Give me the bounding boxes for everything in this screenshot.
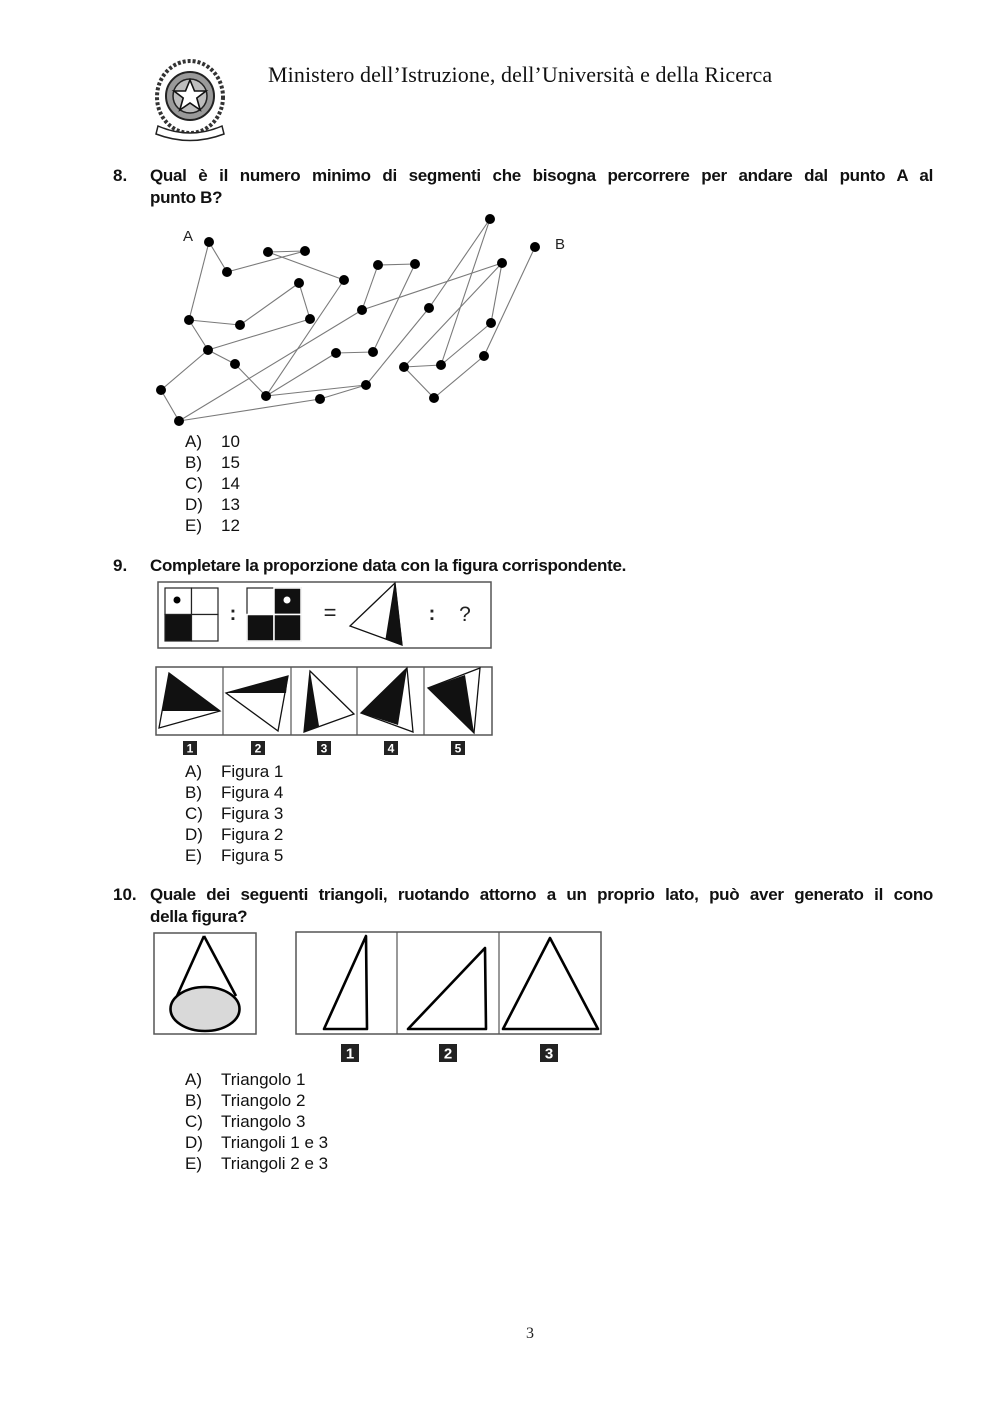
option-text: 13: [221, 495, 240, 514]
option-text: Triangolo 2: [221, 1091, 306, 1110]
option-letter: C): [185, 474, 203, 493]
graph-node: [361, 380, 371, 390]
graph-edge: [362, 265, 378, 310]
graph-node: [357, 305, 367, 315]
answer-option-b[interactable]: [185, 452, 240, 473]
graph-edge: [268, 251, 305, 252]
choice-number-badges: [341, 1044, 558, 1063]
graph-node: [485, 214, 495, 224]
answer-option-e[interactable]: [185, 1153, 328, 1174]
option-text: Figura 3: [221, 804, 284, 823]
grid-cell-filled: [247, 615, 274, 642]
graph-node: [156, 385, 166, 395]
question-10-options: [185, 1069, 328, 1174]
option-text: 12: [221, 516, 240, 535]
graph-edge: [404, 365, 441, 367]
option-text: 14: [221, 474, 240, 493]
number-badge-label: 1: [186, 741, 194, 756]
question-9-number: 9.: [113, 556, 128, 575]
graph-node: [399, 362, 409, 372]
answer-option-b[interactable]: [185, 782, 283, 803]
answer-option-d[interactable]: [185, 824, 283, 845]
number-badge-label: 3: [320, 741, 328, 756]
question-text-line: Quale dei seguenti triangoli, ruotando attorno a un proprio lato, può aver generato il cono: [150, 885, 933, 904]
graph-edge: [161, 390, 179, 421]
choice-number-badges: [183, 741, 465, 756]
number-badge-label: 2: [443, 1045, 453, 1063]
question-8-options: [185, 431, 240, 536]
grid-cell: [192, 588, 219, 615]
q9-proportion-box: [158, 582, 491, 648]
number-badge-label: 1: [345, 1045, 355, 1063]
graph-edge: [268, 252, 344, 280]
graph-edge: [336, 352, 373, 353]
option-letter: E): [185, 846, 202, 865]
graph-node: [235, 320, 245, 330]
graph-edge: [179, 310, 362, 421]
option-text: Figura 1: [221, 762, 284, 781]
answer-option-a[interactable]: [185, 431, 240, 452]
answer-option-d[interactable]: [185, 494, 240, 515]
graph-node: [305, 314, 315, 324]
question-10-text: [150, 884, 933, 928]
option-letter: A): [185, 1070, 202, 1089]
answer-option-e[interactable]: [185, 515, 240, 536]
number-badge-label: 4: [387, 741, 395, 756]
graph-edge: [429, 219, 490, 308]
question-9-text: [150, 555, 933, 577]
option-letter: B): [185, 1091, 202, 1110]
graph-node: [174, 416, 184, 426]
option-letter: C): [185, 804, 203, 823]
graph-node: [184, 315, 194, 325]
option-letter: D): [185, 1133, 203, 1152]
graph-edge: [299, 283, 310, 319]
graph-node: [486, 318, 496, 328]
option-letter: E): [185, 516, 202, 535]
graph-node: [497, 258, 507, 268]
graph-node: [429, 393, 439, 403]
option-text: Triangolo 1: [221, 1070, 306, 1089]
graph-node: [222, 267, 232, 277]
option-text: 10: [221, 432, 240, 451]
graph-edge: [189, 242, 209, 320]
graph-node: [479, 351, 489, 361]
graph-edge: [441, 219, 490, 365]
number-badge-label: 2: [254, 741, 262, 756]
question-8-text: [150, 165, 933, 209]
graph-node: [315, 394, 325, 404]
number-badge-label: 5: [454, 741, 462, 756]
q8-graph-nodes: [156, 214, 540, 426]
emblem-ribbon: [156, 126, 224, 141]
question-9-options: [185, 761, 283, 866]
grid-figure-1: [165, 588, 218, 641]
graph-edge: [373, 264, 415, 352]
graph-edge: [491, 263, 502, 323]
republic-emblem-logo: [156, 61, 224, 141]
graph-node: [331, 348, 341, 358]
graph-label-a: A: [182, 228, 194, 245]
option-text: Triangoli 2 e 3: [221, 1154, 329, 1173]
answer-option-b[interactable]: [185, 1090, 328, 1111]
ratio-colon-1: :: [229, 603, 237, 625]
option-letter: C): [185, 1112, 203, 1131]
number-badge-label: 3: [544, 1045, 554, 1063]
graph-node: [261, 391, 271, 401]
question-text-line: punto B?: [150, 188, 223, 207]
graph-label-b: B: [554, 236, 566, 253]
graph-node: [300, 246, 310, 256]
graph-node: [294, 278, 304, 288]
graph-edge: [404, 367, 434, 398]
graph-edge: [240, 283, 299, 325]
option-letter: B): [185, 453, 202, 472]
question-text-line: Qual è il numero minimo di segmenti che bisogna percorrere per andare dal punto A al: [150, 166, 933, 185]
graph-edge: [189, 320, 240, 325]
q10-cone-figure: [154, 933, 256, 1034]
graph-node: [339, 275, 349, 285]
option-letter: B): [185, 783, 202, 802]
option-text: Figura 5: [221, 846, 284, 865]
question-text-line: Completare la proporzione data con la figura corrispondente.: [150, 556, 627, 575]
option-text: Triangoli 1 e 3: [221, 1133, 329, 1152]
graph-edge: [378, 264, 415, 265]
graph-node-end: [530, 242, 540, 252]
grid-cell-filled: [165, 615, 192, 642]
grid-figure-2: [247, 588, 301, 641]
answer-option-e[interactable]: [185, 845, 283, 866]
graph-edge: [266, 280, 344, 396]
graph-node: [203, 345, 213, 355]
q8-graph: [161, 219, 535, 421]
grid-dot: [174, 597, 181, 604]
q9-choices: [156, 667, 492, 756]
graph-node: [424, 303, 434, 313]
answer-option-a[interactable]: [185, 1069, 328, 1090]
option-text: 15: [221, 453, 240, 472]
option-text: Triangolo 3: [221, 1112, 306, 1131]
cone-base: [171, 987, 240, 1031]
question-text-line: della figura?: [150, 907, 248, 926]
option-letter: D): [185, 495, 203, 514]
option-letter: E): [185, 1154, 202, 1173]
graph-node: [368, 347, 378, 357]
question-8-number: 8.: [113, 166, 128, 185]
ratio-equals: =: [323, 600, 337, 625]
answer-option-a[interactable]: [185, 761, 283, 782]
graph-edge: [189, 320, 208, 350]
answer-option-c[interactable]: [185, 803, 283, 824]
answer-option-c[interactable]: [185, 473, 240, 494]
ratio-unknown: ?: [459, 603, 471, 626]
graph-edge: [404, 263, 502, 367]
graph-edge: [209, 242, 227, 272]
graph-node: [230, 359, 240, 369]
grid-cell-filled: [274, 615, 301, 642]
option-letter: A): [185, 762, 202, 781]
ministry-title: Ministero dell’Istruzione, dell’Università e della Ricerca: [268, 62, 773, 87]
answer-option-d[interactable]: [185, 1132, 328, 1153]
question-10-number: 10.: [113, 885, 137, 904]
graph-edge: [235, 364, 266, 396]
graph-edge: [161, 350, 208, 390]
graph-node: [436, 360, 446, 370]
grid-dot-white: [284, 597, 291, 604]
option-text: Figura 2: [221, 825, 284, 844]
option-letter: A): [185, 432, 202, 451]
page-number: 3: [526, 1325, 534, 1342]
option-text: Figura 4: [221, 783, 284, 802]
grid-cell: [192, 615, 219, 642]
graph-node-start: [204, 237, 214, 247]
graph-edge: [484, 247, 535, 356]
graph-node: [263, 247, 273, 257]
graph-node: [410, 259, 420, 269]
graph-node: [373, 260, 383, 270]
option-letter: D): [185, 825, 203, 844]
ratio-colon-2: :: [428, 603, 436, 625]
answer-option-c[interactable]: [185, 1111, 328, 1132]
q10-choices: [296, 932, 601, 1063]
graph-edge: [179, 399, 320, 421]
